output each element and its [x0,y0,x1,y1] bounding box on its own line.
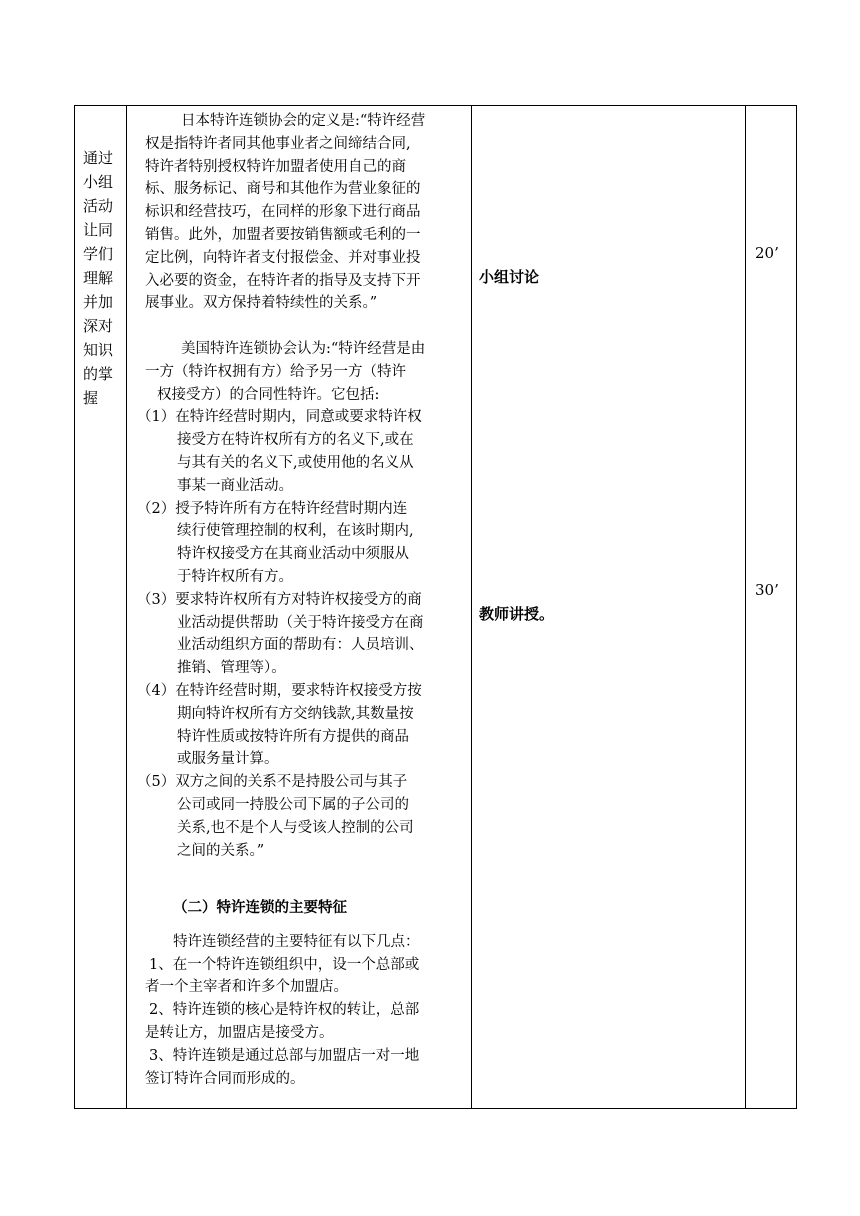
content-line: 2、特许连锁的核心是特许权的转让，总部 [149,1002,420,1019]
content-line: 定比例，向特许者支付报偿金、并对事业投 [145,249,421,266]
objective-line: 理解 [83,269,114,287]
objective-line: 握 [83,389,99,407]
section-heading: （二）特许连锁的主要特征 [173,899,347,916]
content-line: 公司或同一持股公司下属的子公司的 [177,797,409,813]
content-line: 接受方在特许权所有方的名义下,或在 [177,432,414,449]
content-line: 特许者特别授权特许加盟者使用自己的商 [145,158,406,175]
content-line: 一方（特许权拥有方）给予另一方（特许 [145,363,406,380]
content-line: 业活动提供帮助（关于特许接受方在商 [177,614,424,631]
content-line: 之间的关系。” [177,842,265,859]
activity-teacher-lecture: 教师讲授。 [479,605,555,623]
content-line: 特许权接受方在其商业活动中须服从 [177,546,409,563]
column-divider [471,106,472,1108]
content-line: （2）授予特许所有方在特许经营时期内连 [137,500,408,517]
content-line: 事某一商业活动。 [177,477,293,494]
content-line: 标、服务标记、商号和其他作为营业象征的 [145,181,421,198]
content-line: 者一个主宰者和许多个加盟店。 [145,979,348,996]
content-line: 特许连锁经营的主要特征有以下几点： [173,933,420,950]
content-line: 展事业。双方保持着特续性的关系。” [145,295,378,312]
content-line: 与其有关的名义下,或使用他的名义从 [177,455,414,471]
content-line: 标识和经营技巧，在同样的形象下进行商品 [145,204,421,221]
objective-line: 知识 [83,341,114,359]
content-line: 权是指特许者同其他事业者之间缔结合同, [145,135,411,152]
content-line: 是转让方，加盟店是接受方。 [145,1025,334,1041]
time-20: 20’ [755,244,779,262]
activity-group-discussion: 小组讨论 [479,268,540,286]
objective-line: 让同 [83,221,114,239]
content-line: 签订特许合同而形成的。 [145,1070,305,1087]
content-line: 或服务量计算。 [177,751,279,768]
content-line: （4）在特许经营时期，要求特许权接受方按 [137,683,422,699]
objective-line: 学们 [83,245,114,263]
objective-cell [83,146,117,410]
content-line: 入必要的资金，在特许者的指导及支持下开 [145,272,421,289]
content-line: 美国特许连锁协会认为:“特许经营是由 [181,341,426,357]
content-line: 业活动组织方面的帮助有：人员培训、 [177,637,424,654]
content-line: （5）双方之间的关系不是持股公司与其子 [137,774,408,791]
lesson-table [74,105,797,1109]
objective-line: 并加 [83,293,114,311]
objective-line: 小组 [83,173,114,191]
time-30: 30’ [755,581,779,599]
objective-line: 的掌 [83,365,114,383]
content-line: 日本特许连锁协会的定义是:“特许经营 [181,113,426,129]
content-line: 推销、管理等）。 [177,660,286,677]
column-divider [126,106,127,1108]
objective-line: 深对 [83,317,114,335]
content-line: 关系,也不是个人与受该人控制的公司 [177,819,414,836]
column-divider [745,106,746,1108]
content-line: （3）要求特许权所有方对特许权接受方的商 [137,591,422,608]
content-line: 于特许权所有方。 [177,569,293,585]
content-line: 3、特许连锁是通过总部与加盟店一对一地 [149,1047,420,1064]
content-line: 销售。此外，加盟者要按销售额或毛利的一 [145,227,421,243]
objective-line: 通过 [83,149,114,167]
content-line: （1）在特许经营时期内，同意或要求特许权 [137,409,422,426]
content-line: 续行使管理控制的权利，在该时期内, [177,523,414,540]
objective-line: 活动 [83,197,114,215]
content-line: 期向特许权所有方交纳钱款,其数量按 [177,705,414,722]
content-line: 权接受方）的合同性特许。它包括: [157,386,380,403]
content-line: 1、在一个特许连锁组织中，设一个总部或 [149,956,420,973]
content-line: 特许性质或按特许所有方提供的商品 [177,728,409,745]
